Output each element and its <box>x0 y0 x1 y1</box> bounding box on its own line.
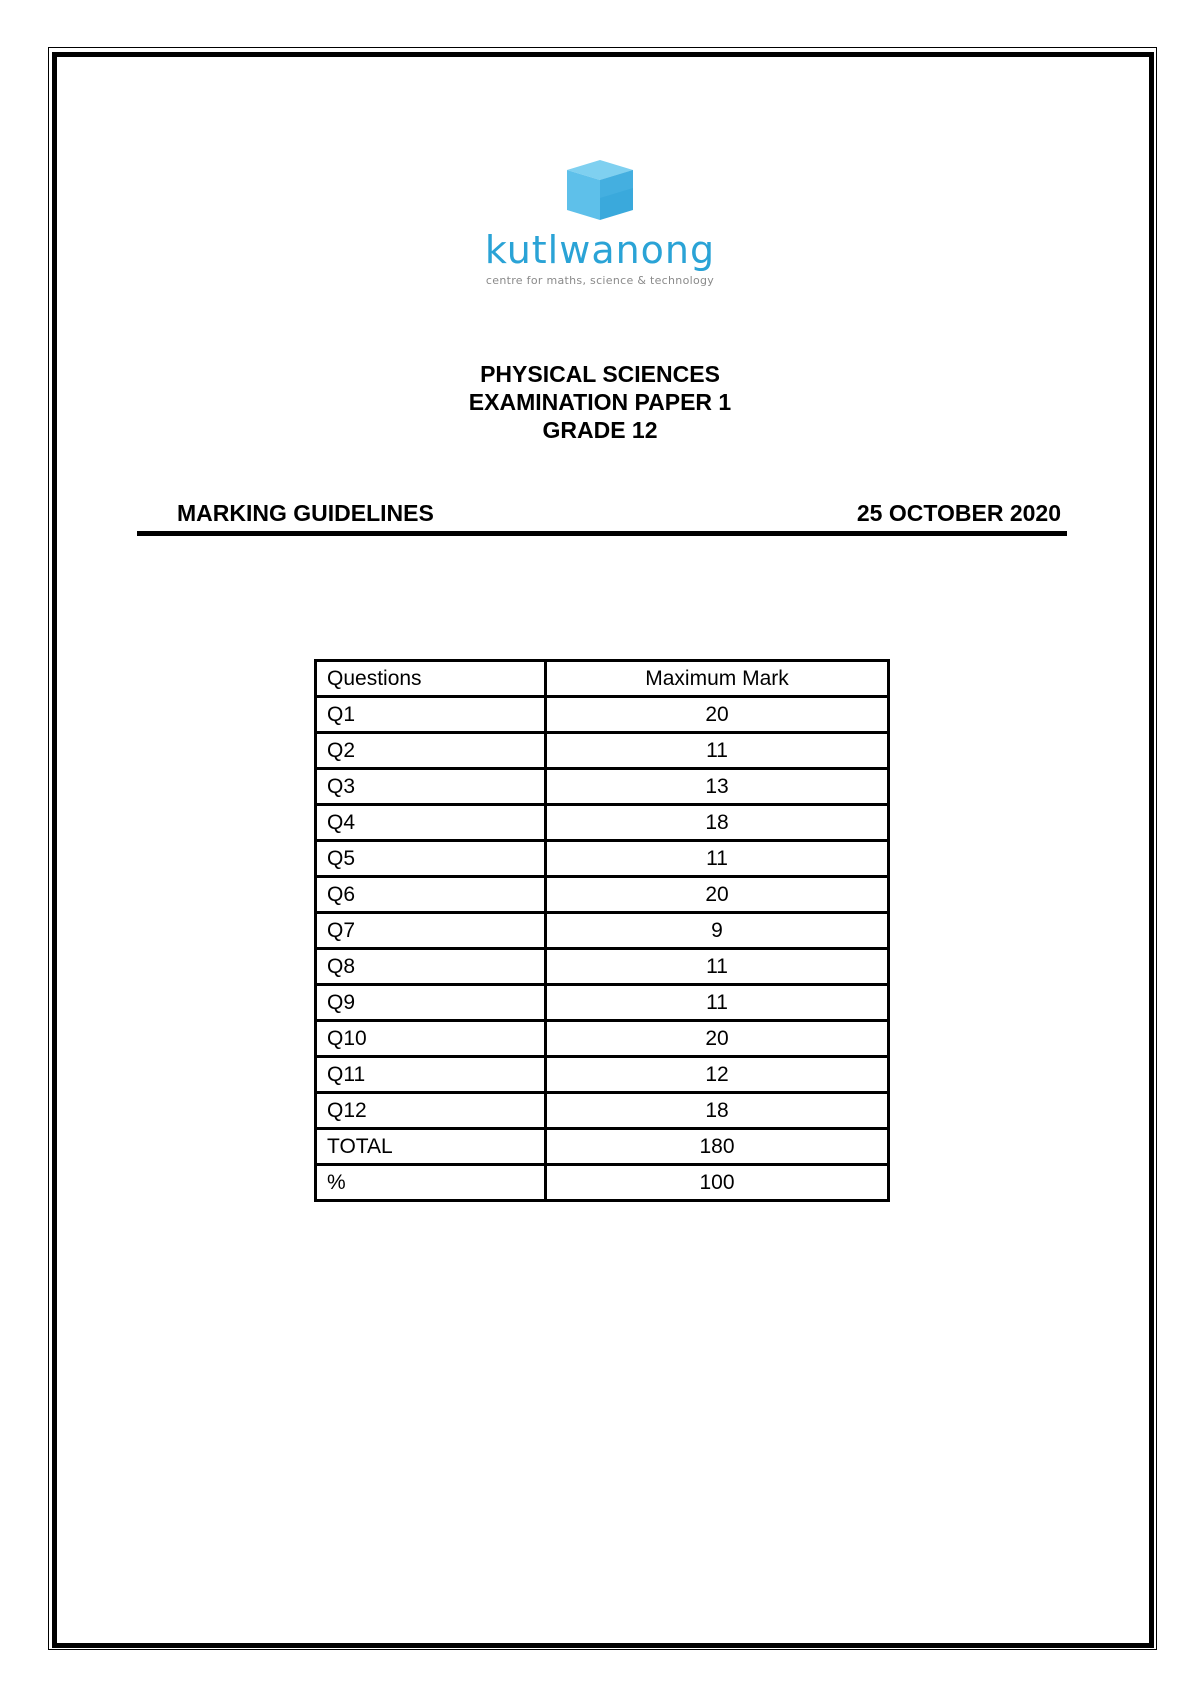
percentage-label-cell: % <box>316 1165 546 1201</box>
mark-cell: 20 <box>546 1021 889 1057</box>
question-cell: Q10 <box>316 1021 546 1057</box>
total-row <box>316 1129 889 1165</box>
mark-cell: 13 <box>546 769 889 805</box>
cube-logo-icon <box>565 158 635 222</box>
mark-cell: 20 <box>546 877 889 913</box>
mark-cell: 20 <box>546 697 889 733</box>
logo-tagline: centre for maths, science & technology <box>485 274 715 287</box>
table-row <box>316 1093 889 1129</box>
question-cell: Q12 <box>316 1093 546 1129</box>
mark-cell: 11 <box>546 949 889 985</box>
table-row <box>316 1057 889 1093</box>
table-row <box>316 697 889 733</box>
table-row <box>316 769 889 805</box>
question-cell: Q7 <box>316 913 546 949</box>
column-header-questions: Questions <box>316 661 546 697</box>
marking-guidelines-label: MARKING GUIDELINES <box>177 500 434 526</box>
exam-date: 25 OCTOBER 2020 <box>856 500 1061 526</box>
question-cell: Q11 <box>316 1057 546 1093</box>
mark-cell: 11 <box>546 985 889 1021</box>
question-cell: Q3 <box>316 769 546 805</box>
table-header-row <box>316 661 889 697</box>
document-title <box>0 360 1200 444</box>
grade-title: GRADE 12 <box>542 417 658 443</box>
mark-cell: 12 <box>546 1057 889 1093</box>
table-row <box>316 1021 889 1057</box>
table-row <box>316 805 889 841</box>
question-cell: Q1 <box>316 697 546 733</box>
total-label-cell: TOTAL <box>316 1129 546 1165</box>
table-row <box>316 949 889 985</box>
table-row <box>316 877 889 913</box>
column-header-maximum-mark: Maximum Mark <box>546 661 889 697</box>
mark-cell: 18 <box>546 1093 889 1129</box>
mark-cell: 11 <box>546 841 889 877</box>
subject-title: PHYSICAL SCIENCES <box>480 361 720 387</box>
mark-cell: 11 <box>546 733 889 769</box>
table-row <box>316 841 889 877</box>
percentage-row <box>316 1165 889 1201</box>
percentage-value-cell: 100 <box>546 1165 889 1201</box>
total-value-cell: 180 <box>546 1129 889 1165</box>
mark-cell: 18 <box>546 805 889 841</box>
table-row <box>316 733 889 769</box>
guidelines-header <box>137 500 1067 536</box>
kutlwanong-logo <box>470 158 730 308</box>
table-row <box>316 913 889 949</box>
table-row <box>316 985 889 1021</box>
marks-table <box>314 659 890 1202</box>
question-cell: Q4 <box>316 805 546 841</box>
question-cell: Q2 <box>316 733 546 769</box>
paper-title: EXAMINATION PAPER 1 <box>468 389 732 415</box>
mark-cell: 9 <box>546 913 889 949</box>
question-cell: Q5 <box>316 841 546 877</box>
logo-wordmark: kutlwanong <box>484 228 716 272</box>
question-cell: Q6 <box>316 877 546 913</box>
question-cell: Q8 <box>316 949 546 985</box>
question-cell: Q9 <box>316 985 546 1021</box>
